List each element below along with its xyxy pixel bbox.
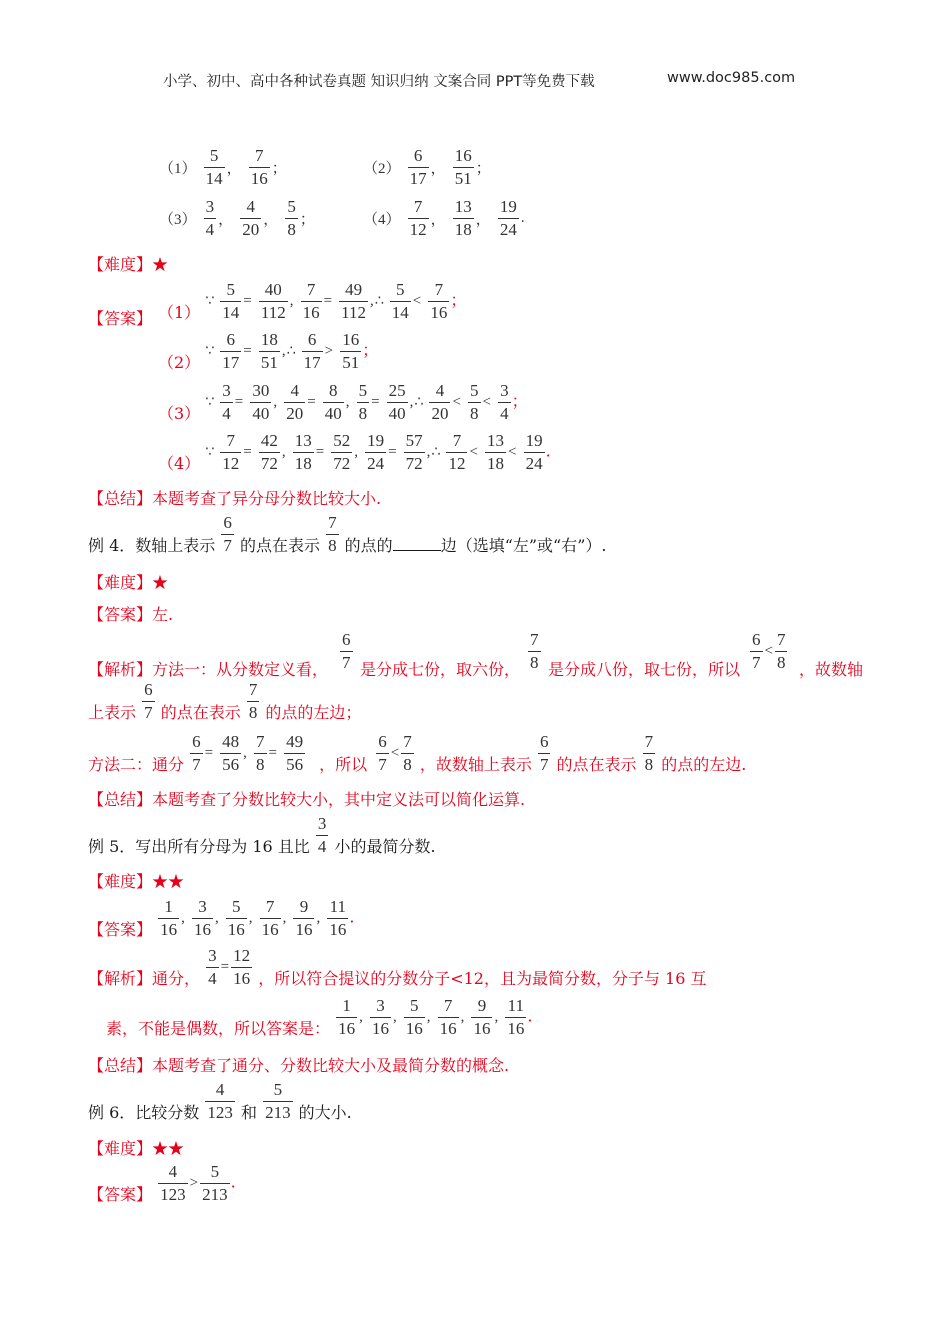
question-2: （2） $\frac{6}{17}$ ， $\frac{16}{51}$ ； [363,146,491,188]
answer-2: （2） ∵ $\frac{6}{17}$ = $\frac{18}{51}$ ,∴ $\frac{6}{17}$ > $\frac{16}{51}$ ； [158,330,379,372]
answer-ex5: 【答案】 $\frac{1}{16}$ , $\frac{3}{16}$ , $\frac{5}{16}$ , $\frac{7}{16}$ , $\frac{9}{16}$ , $\frac{11}{16}$ . [88,897,355,939]
answer-3: （3） ∵ $\frac{3}{4}$ = $\frac{30}{40}$ , $\frac{4}{20}$ = $\frac{8}{40}$ , $\frac{5}{8}$ = $\frac{25}{40}$ ,∴ $\frac{4}{20}$ < $\frac{5}{8}$ < $\frac{3}{4}$ ； [158,381,528,423]
frac-6-7: $\frac{6}{7}$ [342,630,351,672]
summary-ex4: 【总结】本题考查了分数比较大小，其中定义法可以简化运算. [88,790,526,809]
m1-d: ，故数轴 [799,660,864,679]
summary-ex5: 【总结】本题考查了通分、分数比较大小及最简分数的概念. [88,1056,510,1075]
analysis-tag-ex4: 【解析】方法一：从分数定义看， [88,660,329,679]
question-4: （4） $\frac{7}{12}$ ， $\frac{13}{18}$ ， $\frac{19}{24}$ . [363,197,525,239]
difficulty-ex3: 【难度】★ [88,255,169,274]
analysis-ex5-line2: 素，不能是偶数，所以答案是： $\frac{1}{16}$ , $\frac{3}{16}$ , $\frac{5}{16}$ , $\frac{7}{16}$ , $\frac{9}{16}$ , $\frac{11}{16}$ . [106,996,533,1038]
question-1: （1） $\frac{5}{14}$ ， $\frac{7}{16}$ ； [159,146,287,188]
example-6-question: 例 6．比较分数 $\frac{4}{123}$ 和 $\frac{5}{213}$ 的大小. [88,1080,352,1122]
analysis-ex5-line1: 【解析】通分， $\frac{3}{4}$ = $\frac{12}{16}$ ，所以符合提议的分数分子<12，且为最简分数，分子与 16 互 [88,946,707,988]
question-3: （3） $\frac{3}{4}$ ， $\frac{4}{20}$ ， $\frac{5}{8}$ ； [159,197,315,239]
answer-1: （1） ∵ $\frac{5}{14}$ = $\frac{40}{112}$ , $\frac{7}{16}$ = $\frac{49}{112}$ ,∴ $\frac{5}{14}$ < $\frac{7}{16}$ ； [158,280,467,322]
m1-b: 是分成七份，取六份， [360,660,521,679]
difficulty-ex4: 【难度】★ [88,573,169,592]
answer-ex4: 【答案】左. [88,605,174,624]
header-site: www.doc985.com [667,70,796,86]
answer-4: （4） ∵ $\frac{7}{12}$ = $\frac{42}{72}$ , $\frac{13}{18}$ = $\frac{52}{72}$ , $\frac{19}{24}$ = $\frac{57}{72}$ ,∴ $\frac{7}{12}$ < $\frac{13}{18}$ < $\frac{19}{24}$ . [158,431,551,473]
summary-ex3: 【总结】本题考查了异分母分数比较大小. [88,489,382,508]
answer-tag-ex3: 【答案】 [88,309,153,328]
difficulty-ex6: 【难度】★★ [88,1139,185,1158]
frac-7-8: $\frac{7}{8}$ [530,630,539,672]
example-4-question: 例 4．数轴上表示 $\frac{6}{7}$ 的点在表示 $\frac{7}{8}$ 的点的 边（选填“左”或“右”）. [88,513,607,555]
difficulty-ex5: 【难度】★★ [88,872,185,891]
answer-ex6: 【答案】 $\frac{4}{123}$ > $\frac{5}{213}$ . [88,1162,236,1204]
m1-c: 是分成八份，取七份，所以 [548,660,741,679]
m1-compare: $\frac{6}{7}$ < $\frac{7}{8}$ [752,630,786,672]
m1-line2: 上表示 $\frac{6}{7}$ 的点在表示 $\frac{7}{8}$ 的点的左边； [88,680,362,722]
m2-line: 方法二：通分 $\frac{6}{7}$ = $\frac{48}{56}$ , $\frac{7}{8}$ = $\frac{49}{56}$ ，所以 $\frac{6}{7}$ < $\frac{7}{8}$ ，故数轴上表示 $\frac{6}{7}$ 的点在表示 $\frac{7}{8}$ 的点的左边. [88,732,747,774]
example-5-question: 例 5．写出所有分母为 16 且比 $\frac{3}{4}$ 小的最简分数. [88,814,436,856]
header-title: 小学、初中、高中各种试卷真题 知识归纳 文案合同 PPT等免费下载 [163,74,595,90]
